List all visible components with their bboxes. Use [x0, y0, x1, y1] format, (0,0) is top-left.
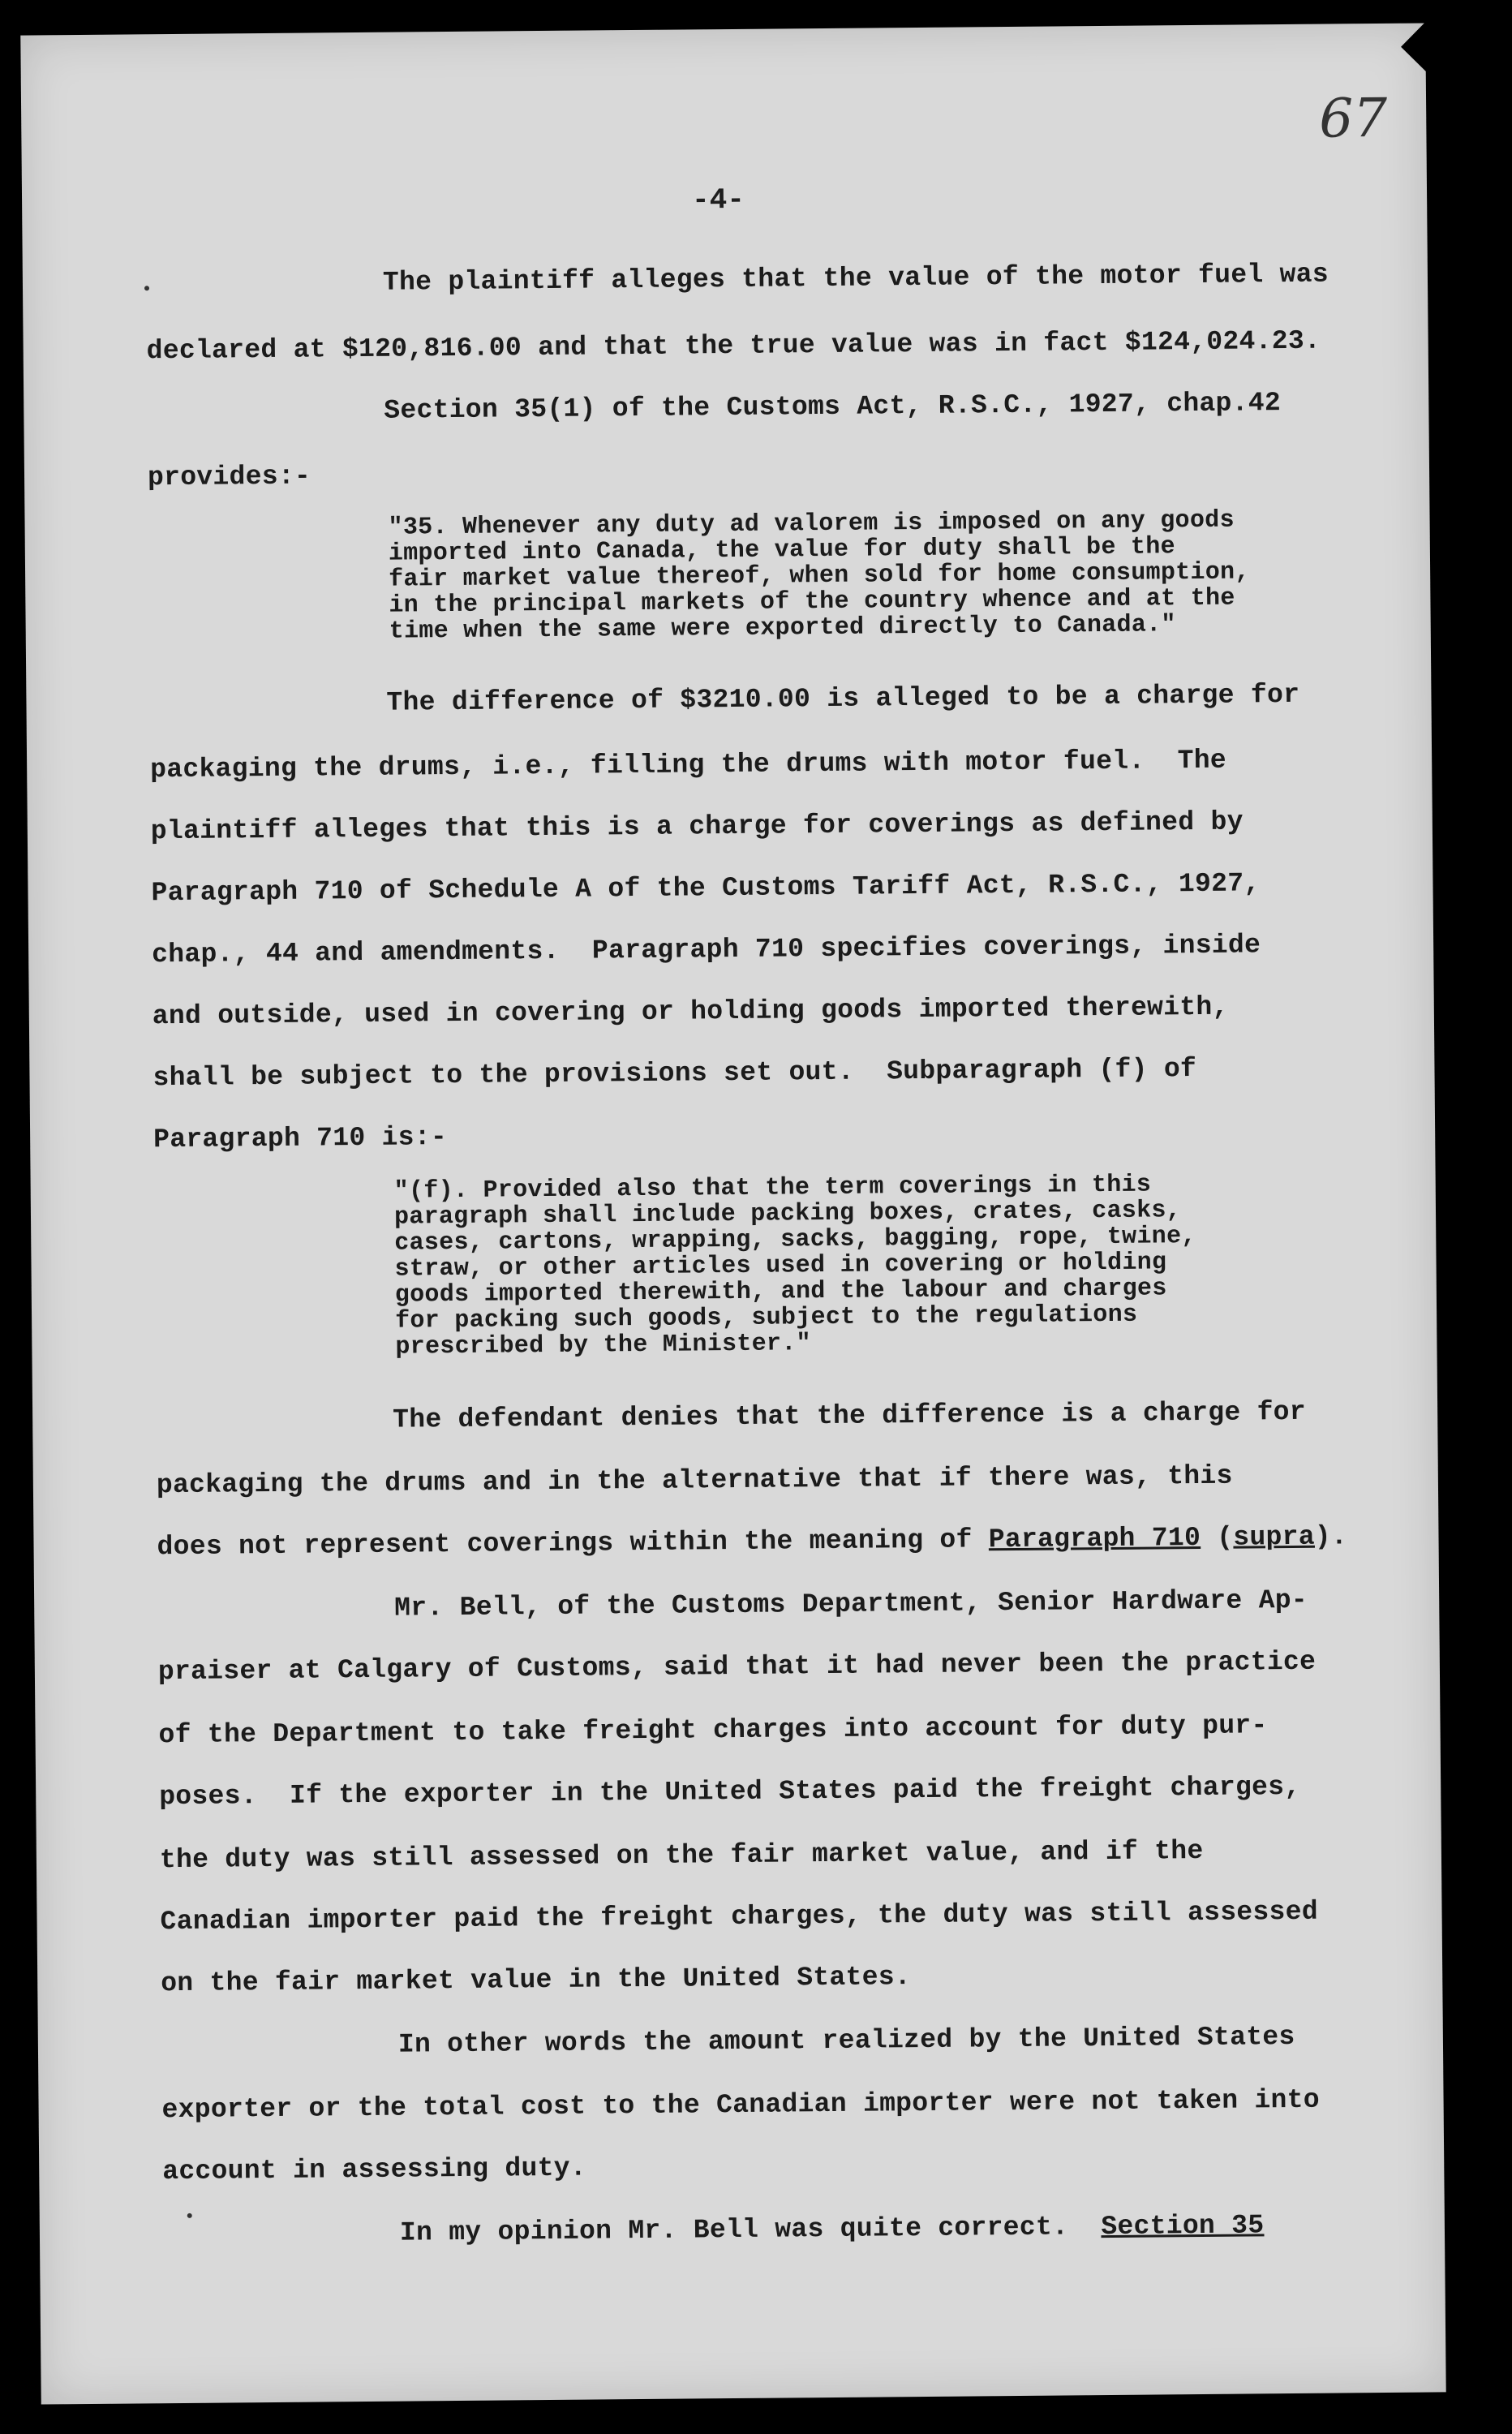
page-number: -4-	[691, 183, 745, 217]
handwritten-page-number: 67	[1318, 86, 1388, 150]
text-line: Section 35(1) of the Customs Act, R.S.C., 1927, chap.42	[384, 388, 1282, 426]
quote-line: time when the same were exported directly to Canada."	[389, 611, 1176, 646]
quote-line: in the principal markets of the country whence and at the	[389, 584, 1235, 620]
text-line: declared at $120,816.00 and that the true value was in fact $124,024.23.	[146, 325, 1321, 367]
quote-line: "(f). Provided also that the term coverings in this	[393, 1171, 1152, 1206]
text-segment: ).	[1314, 1521, 1348, 1552]
text-line: packaging the drums and in the alternative that if there was, this	[156, 1460, 1233, 1501]
text-segment: does not represent coverings within the meaning of	[157, 1524, 989, 1563]
text-line: of the Department to take freight charges into account for duty pur-	[158, 1710, 1268, 1751]
quote-line: "35. Whenever any duty ad valorem is imposed on any goods	[388, 506, 1235, 542]
underlined-reference: Paragraph 710	[988, 1522, 1201, 1555]
quote-line: imported into Canada, the value for duty shall be the	[388, 533, 1176, 568]
quote-line: paragraph shall include packing boxes, crates, casks,	[393, 1197, 1182, 1232]
quote-line: goods imported therewith, and the labour and charges	[394, 1275, 1167, 1309]
underlined-reference: supra	[1233, 1521, 1316, 1553]
text-line	[157, 1521, 1347, 1562]
quote-line: fair market value thereof, when sold for home consumption,	[389, 558, 1250, 594]
underlined-reference: Section 35	[1101, 2210, 1265, 2243]
text-line: packaging the drums, i.e., filling the drums with motor fuel. The	[150, 745, 1227, 785]
text-line: the duty was still assessed on the fair market value, and if the	[159, 1835, 1204, 1876]
text-line: provides:-	[147, 461, 311, 493]
document-page	[20, 23, 1445, 2404]
text-line: In other words the amount realized by the United States	[397, 2021, 1295, 2060]
text-line: and outside, used in covering or holding goods imported therewith,	[152, 991, 1229, 1032]
text-segment: In my opinion Mr. Bell was quite correct.	[399, 2212, 1102, 2248]
text-line: shall be subject to the provisions set out. Subparagraph (f) of	[152, 1054, 1197, 1094]
text-line: Canadian importer paid the freight charges, the duty was still assessed	[160, 1896, 1319, 1937]
text-line: account in assessing duty.	[162, 2152, 587, 2187]
text-line: The defendant denies that the difference is a charge for	[393, 1396, 1307, 1435]
quote-line: for packing such goods, subject to the regulations	[394, 1301, 1138, 1335]
text-line: Paragraph 710 is:-	[153, 1122, 448, 1155]
quote-line: prescribed by the Minister."	[395, 1330, 812, 1361]
text-line: praiser at Calgary of Customs, said that it had never been the practice	[157, 1646, 1317, 1688]
text-line: plaintiff alleges that this is a charge for coverings as defined by	[150, 806, 1244, 847]
page-corner-fold	[1401, 6, 1481, 87]
text-line	[400, 2210, 1265, 2247]
speck-mark	[144, 286, 149, 290]
text-line: on the fair market value in the United States.	[161, 1962, 912, 1999]
text-line: Mr. Bell, of the Customs Department, Senior Hardware Ap-	[394, 1585, 1308, 1623]
text-line: chap., 44 and amendments. Paragraph 710 specifies coverings, inside	[152, 930, 1261, 970]
text-line: The difference of $3210.00 is alleged to be a charge for	[386, 679, 1300, 718]
text-segment: (	[1200, 1522, 1234, 1553]
text-line: The plaintiff alleges that the value of the motor fuel was	[382, 259, 1329, 298]
text-line: exporter or the total cost to the Canadian importer were not taken into	[161, 2084, 1321, 2126]
speck-mark	[187, 2213, 192, 2218]
quote-line: cases, cartons, wrapping, sacks, bagging, rope, twine,	[394, 1223, 1196, 1258]
text-line: poses. If the exporter in the United States paid the freight charges,	[159, 1771, 1301, 1813]
quote-line: straw, or other articles used in covering or holding	[394, 1249, 1167, 1284]
text-line: Paragraph 710 of Schedule A of the Customs Tariff Act, R.S.C., 1927,	[151, 868, 1261, 909]
